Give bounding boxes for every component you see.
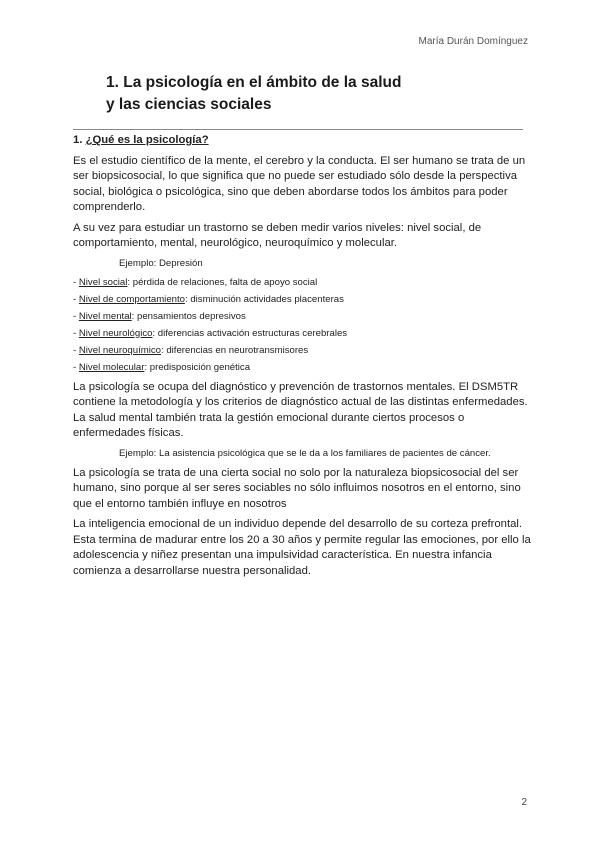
level-description: : predisposición genética — [144, 361, 251, 373]
level-label: Nivel molecular — [78, 361, 145, 373]
level-description: : diferencias activación estructuras cerebrales — [152, 327, 348, 339]
list-item: - Nivel social: pérdida de relaciones, falta de apoyo social — [73, 276, 318, 288]
level-description: : diferencias en neurotransmisores — [161, 344, 309, 356]
title-line-1: 1. La psicología en el ámbito de la salud — [106, 74, 402, 91]
level-description: : pensamientos depresivos — [131, 310, 246, 322]
list-item: - Nivel neurológico: diferencias activación estructuras cerebrales — [73, 327, 348, 339]
level-description: : disminución actividades placenteras — [185, 293, 344, 305]
title-divider — [73, 129, 523, 130]
level-label: Nivel neuroquímico — [78, 344, 161, 356]
document-body — [73, 133, 531, 584]
paragraph-levels: A su vez para estudiar un trastorno se deben medir varios niveles: nivel social, de comportamiento, mental, neurológico, neuroquímico y molecular. — [73, 221, 482, 249]
level-description: : pérdida de relaciones, falta de apoyo social — [127, 276, 318, 288]
page-number: 2 — [521, 797, 527, 808]
level-label: Nivel mental — [78, 310, 132, 322]
example-title: Ejemplo: Depresión — [119, 257, 203, 269]
section-heading — [73, 133, 531, 149]
paragraph-emotional-intelligence: La inteligencia emocional de un individuo depende del desarrollo de su corteza prefrontal. Esta termina de madurar entre los 20 a 30 años y permite regular las emociones, por ello la adolescencia y niñez presentan una impulsividad característica. En nuestra infancia comienza a desarrollarse nuestra personalidad. — [73, 518, 531, 577]
author-name: María Durán Domínguez — [418, 36, 528, 47]
section-heading-text: ¿Qué es la psicología? — [85, 134, 209, 146]
level-label: Nivel de comportamiento — [78, 293, 185, 305]
list-item: - Nivel de comportamiento: disminución actividades placenteras — [73, 293, 344, 305]
paragraph-definition: Es el estudio científico de la mente, el cerebro y la conducta. El ser humano se trata de un ser biopsicosocial, lo que significa que no puede ser estudiado sólo desde la perspectiva social, biológica o psicológica, sino que deben abordarse todos los ámbitos para poder comprenderlo. — [73, 154, 526, 213]
paragraph-social: La psicología se trata de una cierta social no solo por la naturaleza biopsicosocial del ser humano, sino porque al ser seres sociables no sólo influimos nosotros en el entorno, sino que el entorno también influye en nosotros — [73, 466, 521, 510]
section-number: 1. — [73, 134, 83, 146]
title-line-2: y las ciencias sociales — [106, 96, 272, 113]
levels-list — [73, 274, 531, 376]
level-label: Nivel neurológico — [78, 327, 153, 339]
level-label: Nivel social — [78, 276, 128, 288]
list-item: - Nivel mental: pensamientos depresivos — [73, 310, 246, 322]
example-note: Ejemplo: La asistencia psicológica que se le da a los familiares de pacientes de cáncer. — [119, 447, 491, 459]
list-item: - Nivel neuroquímico: diferencias en neurotransmisores — [73, 344, 309, 356]
list-item: - Nivel molecular: predisposición genética — [73, 361, 251, 373]
paragraph-diagnosis: La psicología se ocupa del diagnóstico y prevención de trastornos mentales. El DSM5TR contiene la metodología y los criterios de diagnóstico actual de las distintas enfermedades. La salud mental también trata la gestión emocional durante ciertos procesos o enfermedades físicas. — [73, 380, 528, 439]
document-title — [106, 72, 401, 116]
